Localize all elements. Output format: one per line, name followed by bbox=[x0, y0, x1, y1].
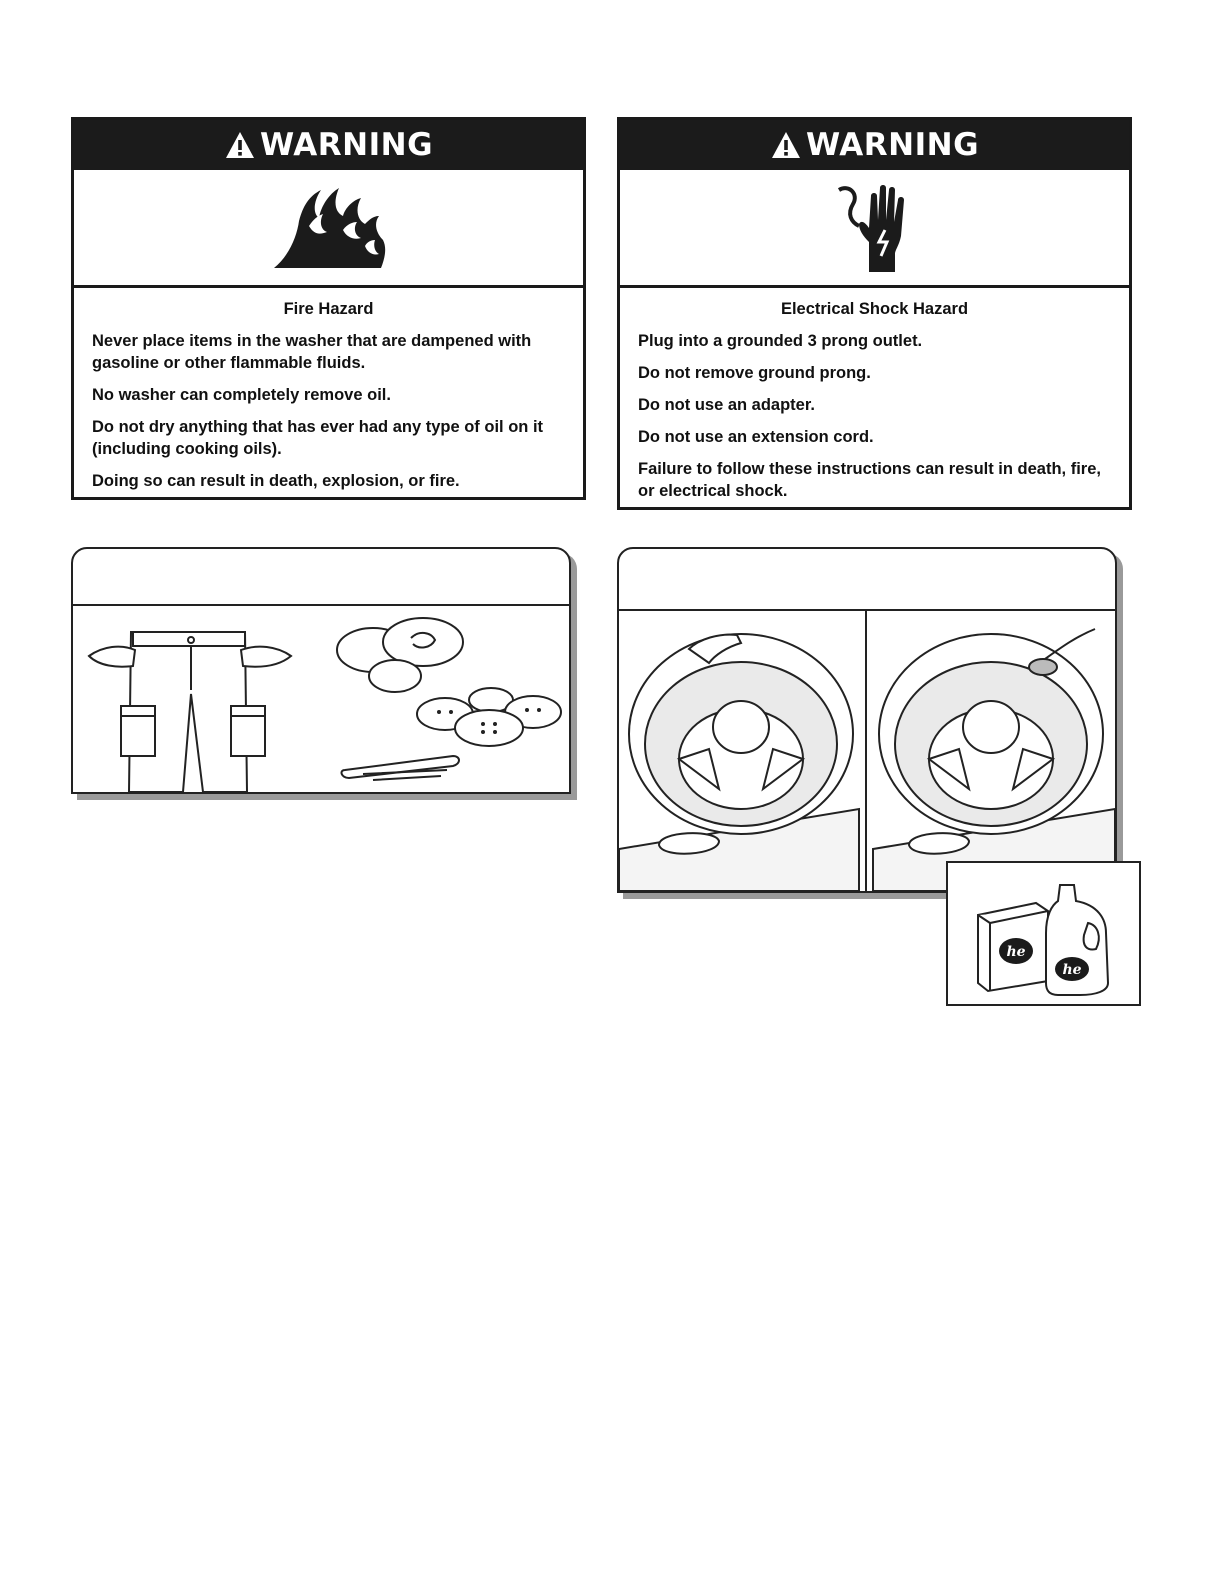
shock-warning-line: Plug into a grounded 3 prong outlet. bbox=[638, 332, 923, 350]
shock-warning-header bbox=[620, 120, 1129, 170]
washer-tub-illustration bbox=[619, 609, 1115, 891]
warning-triangle-icon bbox=[770, 130, 802, 160]
shock-hazard-label: Electrical Shock Hazard bbox=[780, 300, 969, 318]
fire-warning-box bbox=[71, 117, 586, 500]
shock-icon-area bbox=[620, 170, 1129, 288]
shock-warning-line: Failure to follow these instructions can result in death, fire, or electrical shock. bbox=[638, 460, 1101, 500]
empty-pockets-panel bbox=[71, 547, 571, 794]
warning-triangle-icon bbox=[224, 130, 256, 160]
fire-icon-area bbox=[74, 170, 583, 288]
fire-warning-line: Never place items in the washer that are dampened with gasoline or other flammable fluids. bbox=[92, 332, 532, 372]
warning-title: WARNING bbox=[259, 127, 434, 163]
fire-icon bbox=[269, 186, 389, 270]
shock-warning-line: Do not use an adapter. bbox=[638, 396, 815, 414]
empty-pockets-illustration bbox=[73, 604, 569, 792]
fire-warning-line: No washer can completely remove oil. bbox=[92, 386, 391, 404]
he-detergent-illustration bbox=[948, 863, 1139, 1004]
panel-header bbox=[619, 549, 1115, 611]
fire-hazard-label: Fire Hazard bbox=[283, 300, 374, 318]
warning-title: WARNING bbox=[805, 127, 980, 163]
he-logo-text: he bbox=[1006, 944, 1026, 960]
fire-warning-line: Doing so can result in death, explosion, or fire. bbox=[92, 472, 460, 490]
panel-header bbox=[73, 549, 569, 606]
shock-warning-box bbox=[617, 117, 1132, 510]
shock-hand-icon bbox=[825, 180, 925, 276]
he-detergent-box bbox=[946, 861, 1141, 1006]
fire-warning-header bbox=[74, 120, 583, 170]
he-logo-text: he bbox=[1062, 962, 1082, 978]
shock-warning-line: Do not remove ground prong. bbox=[638, 364, 871, 382]
shock-warning-line: Do not use an extension cord. bbox=[638, 428, 874, 446]
fire-warning-line: Do not dry anything that has ever had any type of oil on it (including cooking oils). bbox=[92, 418, 544, 458]
washer-panel bbox=[617, 547, 1117, 893]
